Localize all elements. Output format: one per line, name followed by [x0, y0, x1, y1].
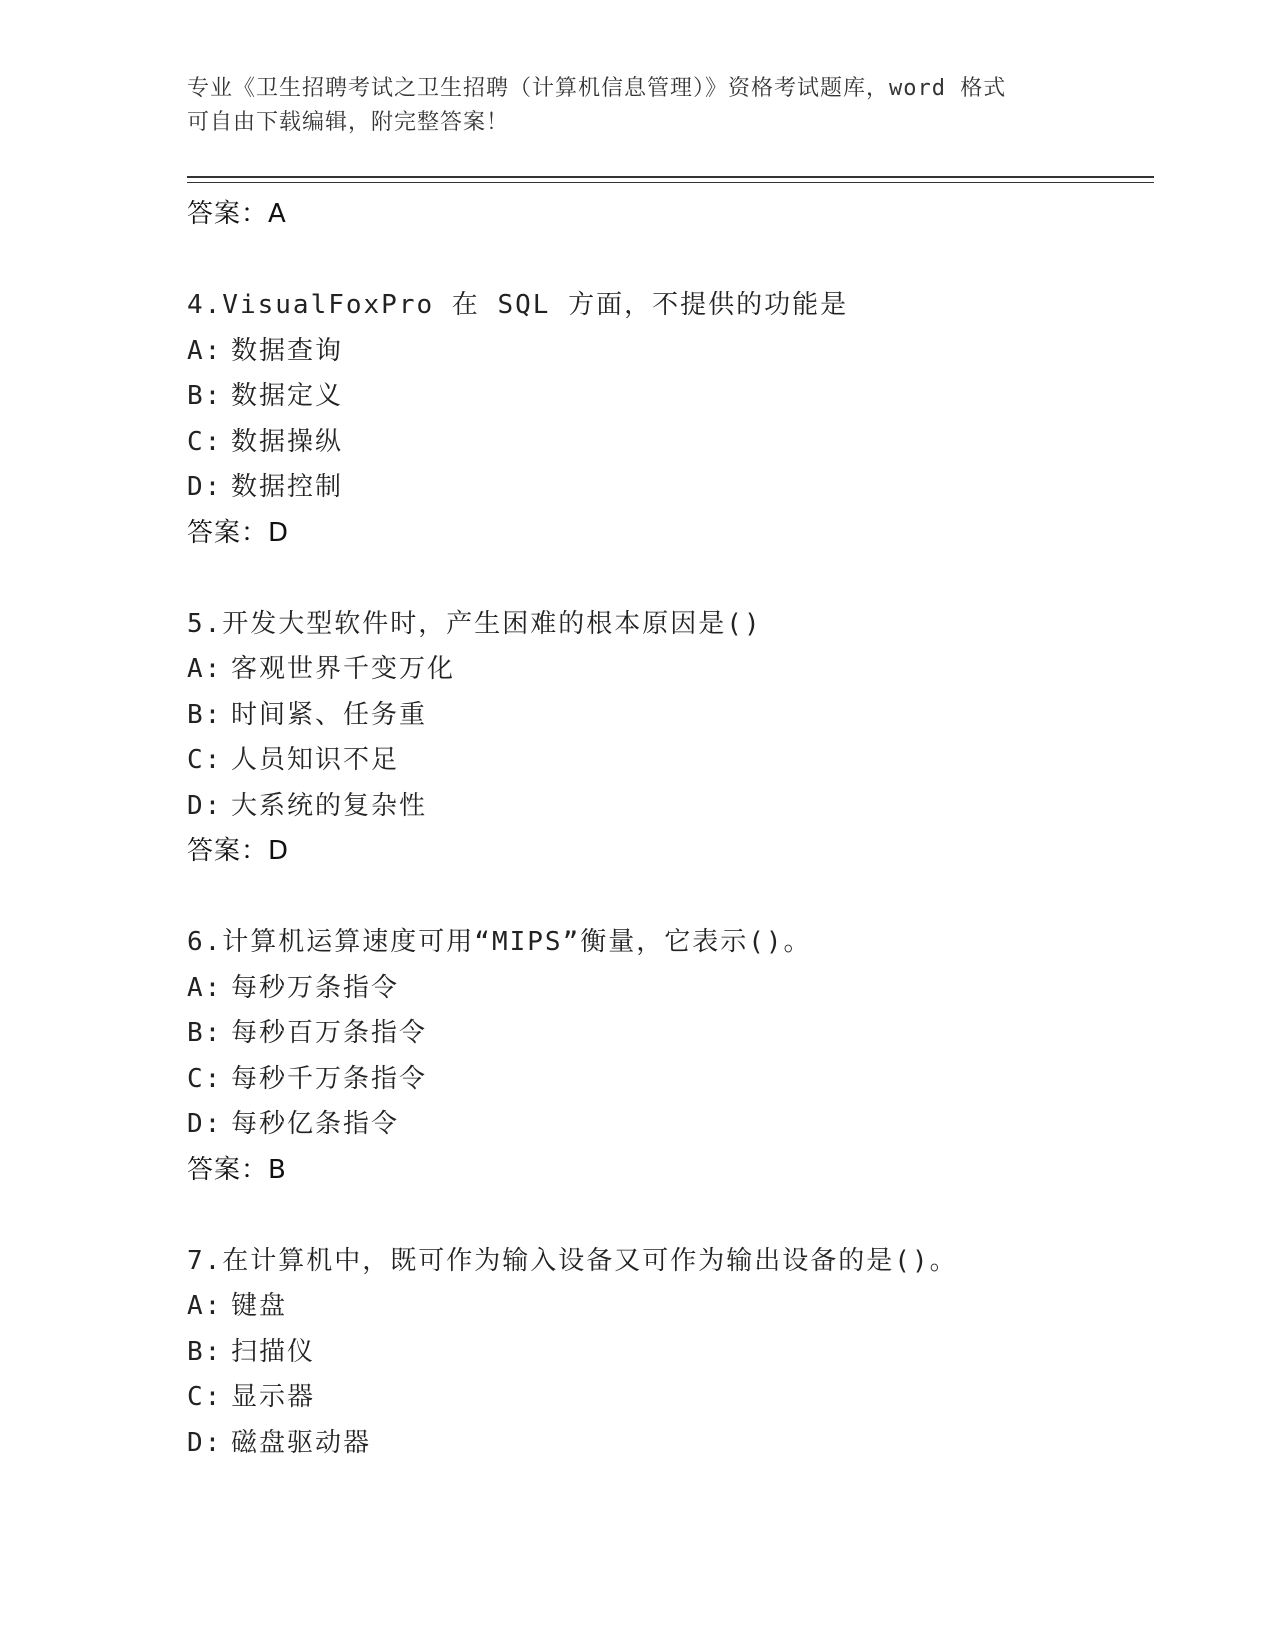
option-text: 数据操纵	[231, 426, 344, 457]
question-text: 5.开发大型软件时，产生困难的根本原因是()	[187, 608, 762, 639]
option-c	[187, 1057, 1147, 1103]
option-key: D:	[187, 472, 223, 502]
option-c	[187, 1375, 1147, 1421]
answer-line: 答案：D	[187, 836, 290, 866]
option-d	[187, 465, 1147, 511]
question-block	[187, 1239, 1147, 1467]
option-key: D:	[187, 1109, 223, 1139]
option-text: 大系统的复杂性	[231, 790, 428, 821]
question-text: 7.在计算机中，既可作为输入设备又可作为输出设备的是()。	[187, 1245, 958, 1276]
option-text: 每秒百万条指令	[231, 1018, 428, 1048]
option-text: 数据定义	[231, 381, 344, 411]
option-text: 每秒万条指令	[231, 972, 400, 1003]
option-key: C:	[187, 745, 223, 775]
option-key: A:	[187, 335, 223, 366]
option-b	[187, 1330, 1147, 1376]
header-line-1: 专业《卫生招聘考试之卫生招聘（计算机信息管理）》资格考试题库，word 格式	[187, 76, 1007, 101]
option-key: B:	[187, 699, 223, 730]
option-key: C:	[187, 426, 223, 457]
option-key: A:	[187, 654, 223, 684]
question-text: 4.VisualFoxPro 在 SQL 方面，不提供的功能是	[187, 290, 849, 320]
spacer	[187, 238, 1147, 284]
option-key: B:	[187, 1018, 223, 1048]
option-key: A:	[187, 1291, 223, 1321]
option-d	[187, 784, 1147, 830]
option-text: 键盘	[231, 1291, 288, 1321]
document-header	[187, 72, 1087, 140]
question-text: 6.计算机运算速度可用“MIPS”衡量，它表示()。	[187, 927, 812, 957]
option-a	[187, 1284, 1147, 1330]
header-divider-thick	[187, 176, 1154, 178]
option-a	[187, 966, 1147, 1012]
option-key: B:	[187, 381, 223, 411]
option-text: 每秒亿条指令	[231, 1109, 400, 1139]
spacer	[187, 875, 1147, 921]
option-text: 显示器	[231, 1382, 316, 1412]
header-divider-thin	[187, 182, 1154, 183]
option-key: B:	[187, 1336, 223, 1367]
option-d	[187, 1421, 1147, 1467]
option-text: 数据控制	[231, 472, 344, 502]
option-key: C:	[187, 1382, 223, 1412]
option-text: 人员知识不足	[231, 745, 400, 775]
answer-line: 答案：D	[187, 517, 290, 548]
option-a	[187, 329, 1147, 375]
option-text: 时间紧、任务重	[231, 699, 428, 730]
option-c	[187, 420, 1147, 466]
option-key: A:	[187, 972, 223, 1003]
option-text: 每秒千万条指令	[231, 1063, 428, 1094]
answer-line: 答案：B	[187, 1154, 287, 1185]
option-a	[187, 647, 1147, 693]
option-b	[187, 1011, 1147, 1057]
option-b	[187, 374, 1147, 420]
question-block	[187, 920, 1147, 1193]
question-block	[187, 283, 1147, 556]
option-b	[187, 693, 1147, 739]
option-text: 客观世界千变万化	[231, 654, 456, 684]
option-key: D:	[187, 1427, 223, 1458]
option-text: 数据查询	[231, 335, 344, 366]
answer-line: 答案：A	[187, 199, 287, 229]
question-list	[187, 192, 1147, 1466]
option-key: D:	[187, 790, 223, 821]
question-block	[187, 602, 1147, 875]
option-key: C:	[187, 1063, 223, 1094]
option-d	[187, 1102, 1147, 1148]
option-text: 磁盘驱动器	[231, 1427, 372, 1458]
spacer	[187, 556, 1147, 602]
option-c	[187, 738, 1147, 784]
option-text: 扫描仪	[231, 1336, 316, 1367]
spacer	[187, 1193, 1147, 1239]
header-line-2: 可自由下载编辑，附完整答案！	[187, 110, 510, 135]
